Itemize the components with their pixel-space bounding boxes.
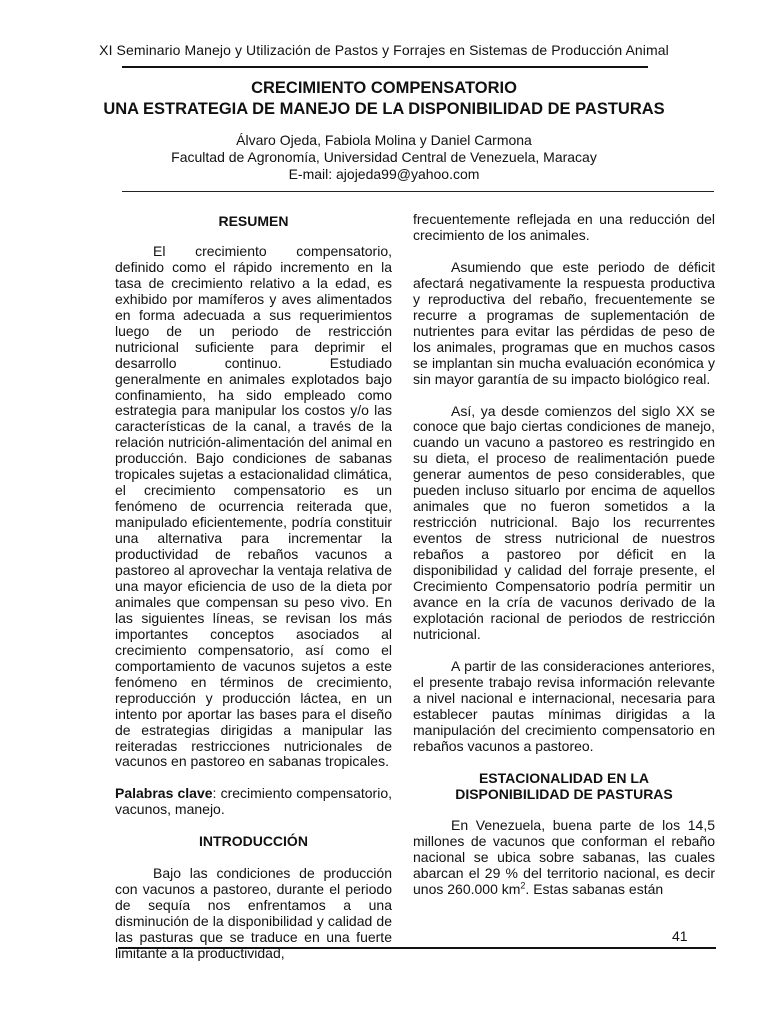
title-separator-rule — [122, 191, 714, 192]
estacionalidad-heading-line-2: DISPONIBILIDAD DE PASTURAS — [455, 785, 673, 802]
intro-paragraph: Bajo las condiciones de producción con vacunos a pastoreo, durante el periodo de sequía nos enfrentamos a una disminución de la disponibilidad y calidad de las pasturas que se traduce en una fuerte limitante a la productividad, — [115, 865, 392, 962]
estacionalidad-heading — [413, 771, 715, 803]
paragraph-venezuela — [413, 818, 715, 898]
keywords-label: Palabras clave — [115, 785, 213, 802]
paragraph-siglo-xx: Así, ya desde comienzos del siglo XX se conoce que bajo ciertas condiciones de manejo, cuando un vacuno a pastoreo es restringido en su dieta, el proceso de realimentación puede generar aumentos de peso considerables, que pueden incluso situarlo por encima de aquellos animales que no fueron sometidos a la restricción nutricional. Bajo los recurrentes eventos de stress nutricional de nuestros rebaños a pastoreo por déficit en la disponibilidad y calidad del forraje presente, el Crecimiento Compensatorio podría permitir un avance en la cría de vacunos derivado de la explotación racional de periodos de restricción nutricional. — [413, 402, 715, 642]
venezuela-text-end: . Estas sabanas están — [525, 881, 664, 898]
title-line-2: UNA ESTRATEGIA DE MANEJO DE LA DISPONIBILIDAD DE PASTURAS — [103, 100, 665, 118]
author-names: Álvaro Ojeda, Fabiola Molina y Daniel Carmona — [236, 132, 532, 148]
footer-rule — [118, 947, 716, 949]
left-column — [115, 212, 392, 978]
keywords-text: : crecimiento compensatorio, vacunos, manejo. — [115, 785, 393, 818]
keywords-paragraph — [115, 786, 392, 818]
paragraph-deficit: Asumiendo que este periodo de déficit afectará negativamente la respuesta productiva y reproductiva del rebaño, frecuentemente se recurre a programas de suplementación de nutrientes para evitar las pérdidas de peso de los animales, programas que en muchos casos se implantan sin mucha evaluación económica y sin mayor garantía de su impacto biológico real. — [413, 258, 715, 387]
right-column — [413, 212, 715, 914]
continued-paragraph: frecuentemente reflejada en una reducción del crecimiento de los animales. — [413, 211, 715, 243]
resumen-heading: RESUMEN — [218, 213, 289, 229]
author-affiliation: Facultad de Agronomía, Universidad Central de Venezuela, Maracay — [171, 149, 597, 165]
author-email: E-mail: ajojeda99@yahoo.com — [288, 166, 480, 182]
author-block — [0, 132, 768, 183]
running-header: XI Seminario Manejo y Utilización de Pastos y Forrajes en Sistemas de Producción Animal — [99, 42, 669, 58]
superscript-2: 2 — [520, 880, 526, 891]
page-number: 41 — [672, 928, 688, 944]
resumen-paragraph: El crecimiento compensatorio, definido como el rápido incremento en la tasa de crecimiento relativo a la edad, es exhibido por mamíferos y aves alimentados en forma adecuada a sus requerimientos luego de un periodo de restricción nutricional suficiente para deprimir el desarrollo continuo. Estudiado generalmente en animales explotados bajo confinamiento, ha sido empleado como estrategia para manipular los costos y/o las características de la canal, a través de la relación nutrición-alimentación del animal en producción. Bajo condiciones de sabanas tropicales sujetas a estacionalidad climática, el crecimiento compensatorio es un fenómeno de ocurrencia reiterada que, manipulado eficientemente, podría constituir una alternativa para incrementar la productividad de rebaños vacunos a pastoreo al aprovechar la ventaja relativa de una mayor eficiencia de uso de la dieta por animales que compensan su peso vivo. En las siguientes líneas, se revisan los más importantes conceptos asociados al crecimiento compensatorio, así como el comportamiento de vacunos sujetos a este fenómeno en términos de crecimiento, reproducción y producción láctea, en un intento por aportar las bases para el diseño de estrategias dirigidas a manipular las reiteradas restricciones nutricionales de vacunos en pastoreo en sabanas tropicales. — [115, 242, 392, 770]
introduccion-heading: INTRODUCCIÓN — [199, 833, 308, 850]
estacionalidad-heading-line-1: ESTACIONALIDAD EN LA — [478, 769, 650, 786]
title-line-1: CRECIMIENTO COMPENSATORIO — [251, 79, 517, 97]
venezuela-text: En Venezuela, buena parte de los 14,5 millones de vacunos que conforman el rebaño nacional se ubica sobre sabanas, las cuales abarcan el 29 % del territorio nacional, es decir unos 260.000 km — [413, 817, 715, 898]
paper-title — [0, 78, 768, 120]
paragraph-consideraciones: A partir de las consideraciones anteriores, el presente trabajo revisa información relevante a nivel nacional e internacional, necesaria para establecer pautas mínimas dirigidas a la manipulación del crecimiento compensatorio en rebaños vacunos a pastoreo. — [413, 657, 715, 754]
header-rule — [122, 66, 648, 68]
